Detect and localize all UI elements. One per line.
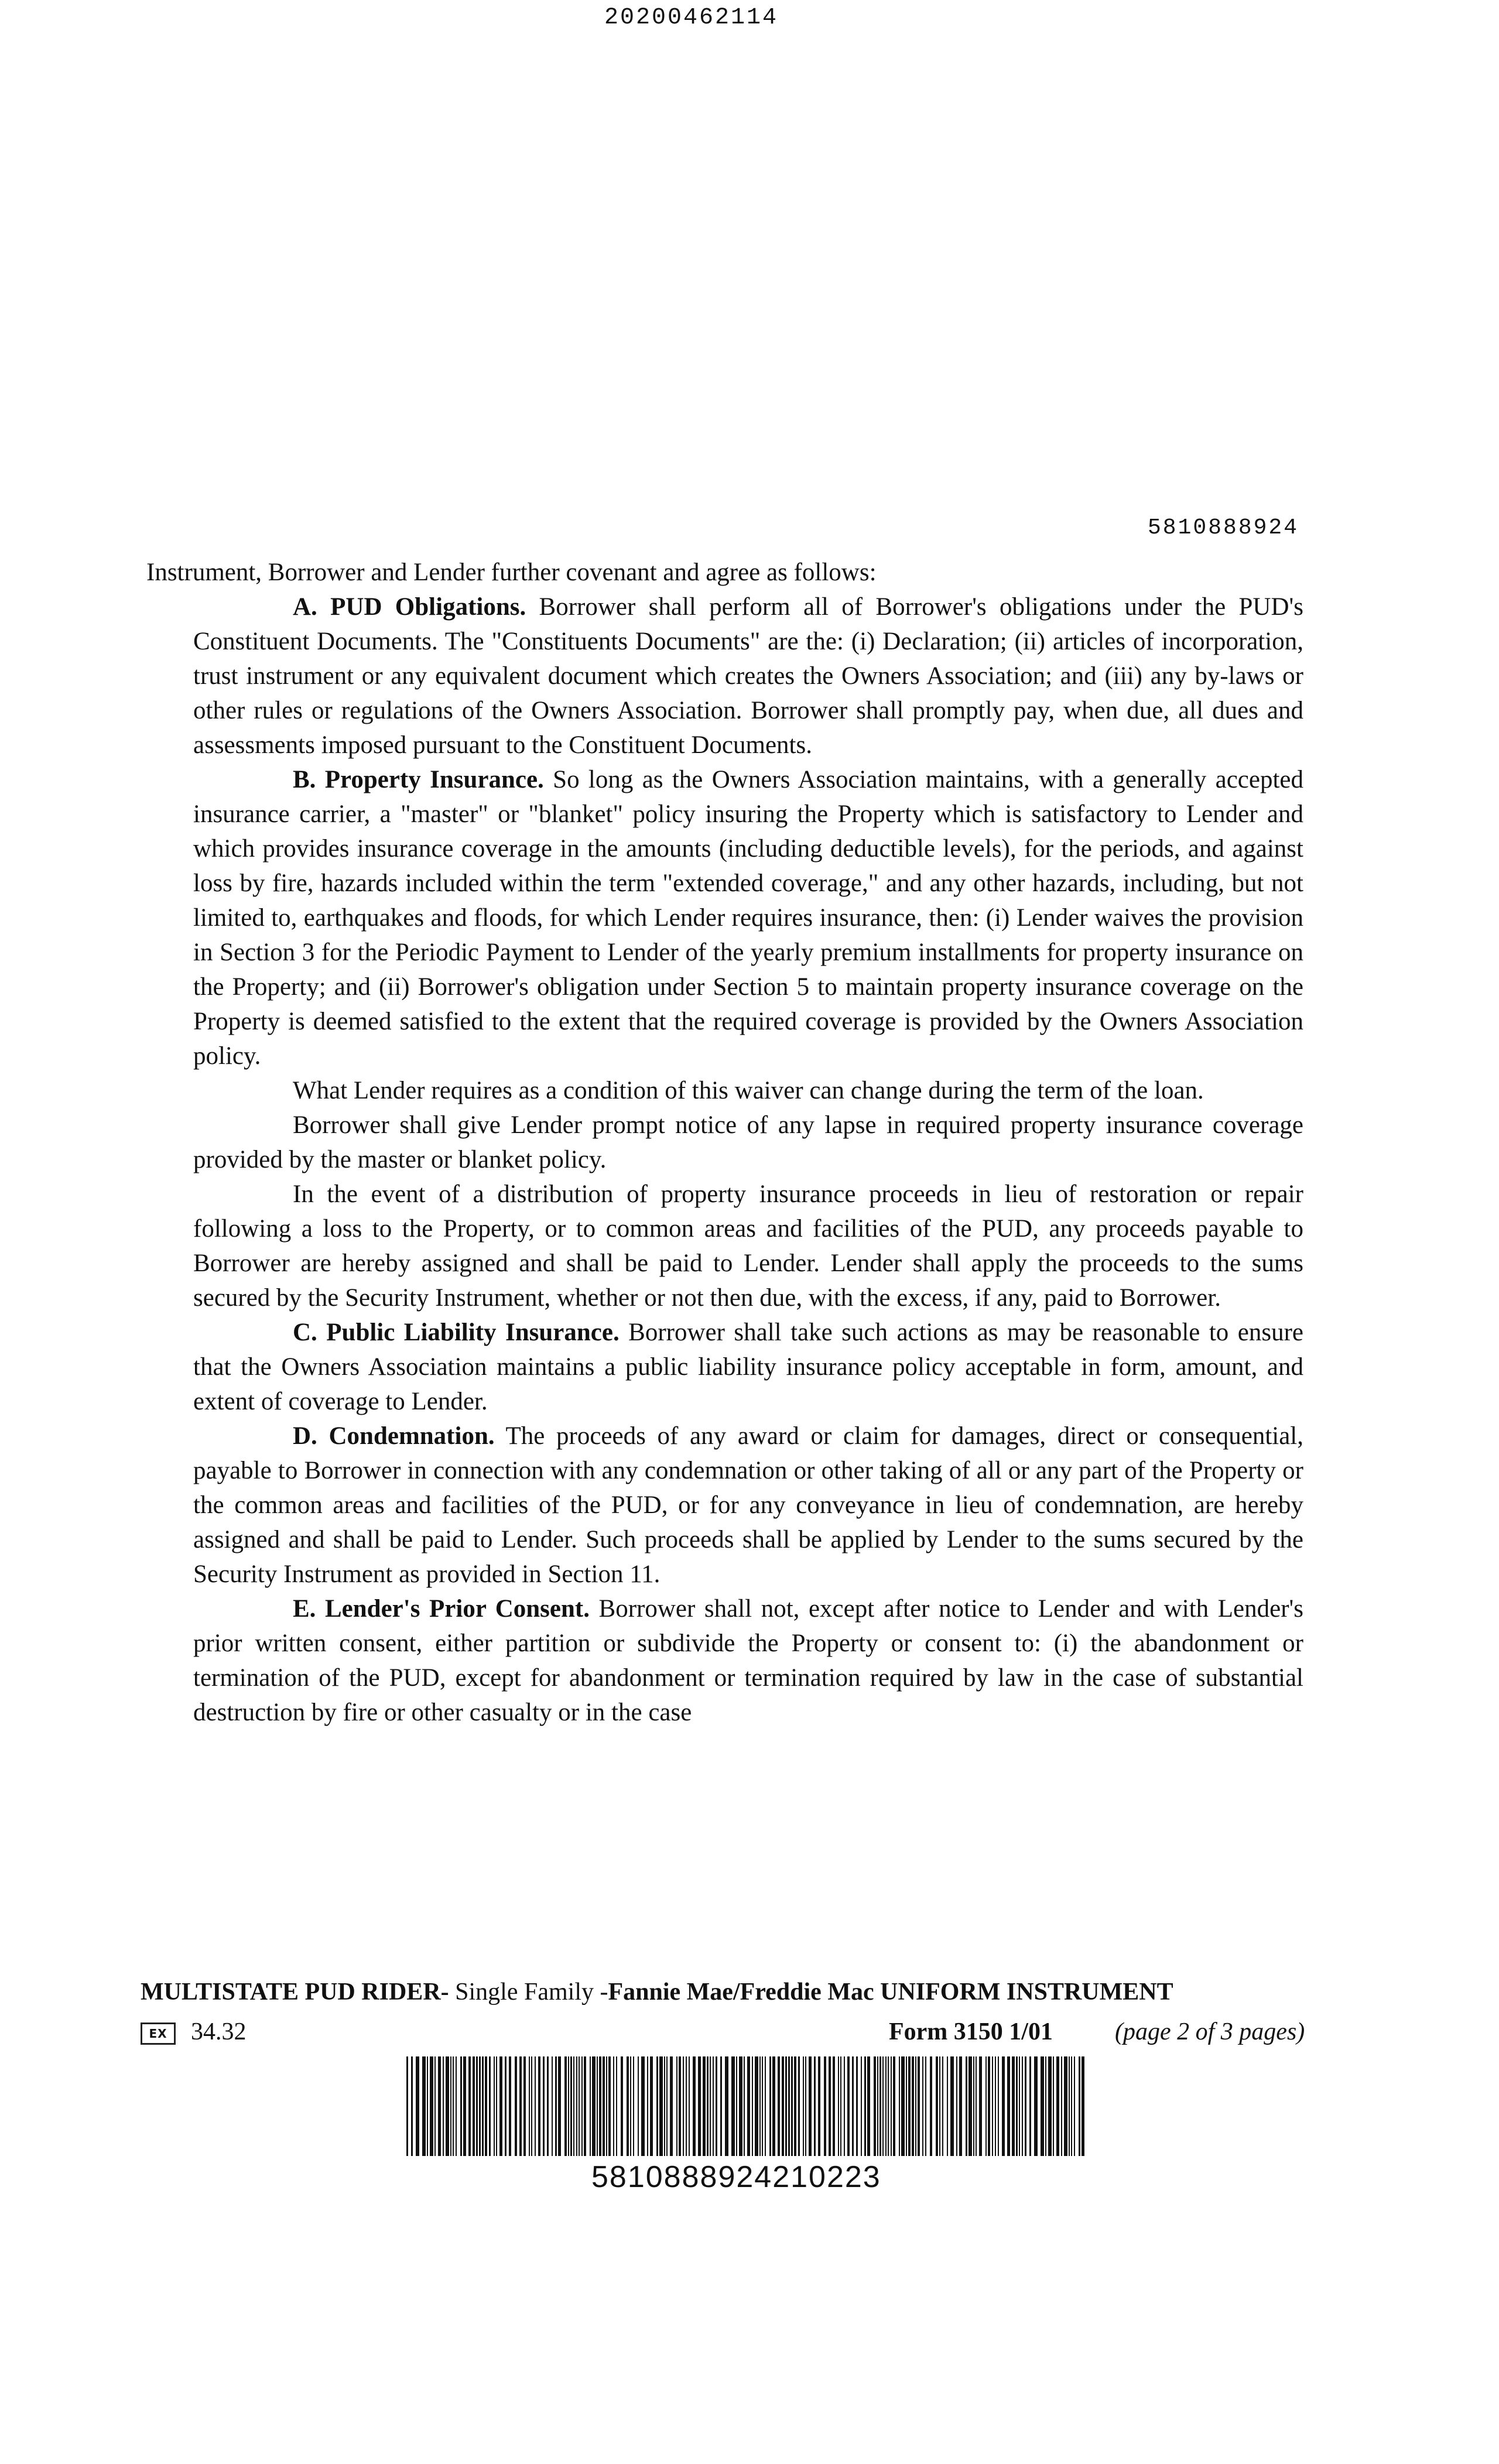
- barcode-bar: [901, 2056, 905, 2156]
- section-e-text: Borrower shall not, except after notice to Lender and with Lender's prior written consent, either partition or subdivide the Property or consent to: (i) the abandonment or termination of the PUD, except for abandonment or termination required by law in the case of substantial destruction by fire or other casualty or in the case: [193, 1595, 1303, 1726]
- barcode-bar: [597, 2056, 598, 2156]
- barcode-bar: [824, 2056, 826, 2156]
- section-b: [146, 762, 1303, 1073]
- barcode-bar: [710, 2056, 711, 2156]
- barcode-bar: [942, 2056, 943, 2156]
- barcode-bar: [509, 2056, 511, 2156]
- barcode-bar: [434, 2056, 436, 2156]
- loan-number: 5810888924: [1148, 515, 1299, 540]
- barcode-bar: [693, 2056, 696, 2156]
- barcode-bar: [1034, 2056, 1038, 2156]
- barcode-bar: [798, 2056, 800, 2156]
- barcode-bar: [555, 2056, 557, 2156]
- barcode-bar: [762, 2056, 763, 2156]
- barcode-bar: [956, 2056, 957, 2156]
- barcode-bar: [613, 2056, 614, 2156]
- barcode-bar: [818, 2056, 820, 2156]
- barcode-bar: [888, 2056, 889, 2156]
- barcode-bar: [985, 2056, 987, 2156]
- barcode-bar: [411, 2056, 413, 2156]
- barcode-bar: [1025, 2056, 1026, 2156]
- barcode-bar: [720, 2056, 722, 2156]
- barcode-bar: [456, 2056, 457, 2156]
- barcode-bar: [1079, 2056, 1080, 2156]
- barcode-bar: [973, 2056, 974, 2156]
- barcode-bar: [659, 2056, 663, 2156]
- barcode-bar: [772, 2056, 775, 2156]
- barcode-bar: [494, 2056, 495, 2156]
- section-b-heading: B. Property Insurance.: [293, 766, 544, 793]
- barcode-bar: [543, 2056, 545, 2156]
- barcode-bar: [482, 2056, 484, 2156]
- barcode-bar: [473, 2056, 475, 2156]
- barcode-bar: [874, 2056, 876, 2156]
- barcode-bar: [1048, 2056, 1052, 2156]
- recording-number: 20200462114: [604, 5, 779, 31]
- barcode-bar: [430, 2056, 433, 2156]
- barcode-bar: [976, 2056, 977, 2156]
- barcode-bar: [915, 2056, 916, 2156]
- barcode-bar: [584, 2056, 586, 2156]
- barcode-bar: [1016, 2056, 1018, 2156]
- barcode-bar: [1053, 2056, 1054, 2156]
- barcode-bar: [725, 2056, 728, 2156]
- barcode-bar: [519, 2056, 522, 2156]
- barcode-bar: [906, 2056, 907, 2156]
- barcode-bar: [995, 2056, 996, 2156]
- barcode-icon: [404, 2056, 1089, 2156]
- barcode-bar: [809, 2056, 812, 2156]
- barcode-bar: [852, 2056, 854, 2156]
- barcode-bar: [633, 2056, 634, 2156]
- section-c-text: Borrower shall take such actions as may be reasonable to ensure that the Owners Association maintains a public liability insurance policy acceptable in form, amount, and extent of coverage to Lender.: [193, 1319, 1303, 1415]
- barcode-bar: [1019, 2056, 1020, 2156]
- barcode-bar: [1012, 2056, 1015, 2156]
- section-b-paragraph-3: Borrower shall give Lender prompt notice of any lapse in required property insurance coverage provided by the master or blanket policy.: [193, 1111, 1303, 1173]
- barcode-bar: [739, 2056, 742, 2156]
- section-b-paragraph-2: What Lender requires as a condition of this waiver can change during the term of the loan.: [293, 1077, 1204, 1104]
- barcode-bar: [755, 2056, 758, 2156]
- barcode-bar: [606, 2056, 607, 2156]
- barcode-bar: [716, 2056, 717, 2156]
- footer-form-title: [141, 1978, 1312, 2006]
- barcode-bar: [468, 2056, 471, 2156]
- barcode-bar: [998, 2056, 999, 2156]
- barcode-bar: [861, 2056, 862, 2156]
- barcode-bar: [959, 2056, 962, 2156]
- barcode-bar: [1041, 2056, 1044, 2156]
- ex-logo-icon: EX: [141, 2022, 176, 2045]
- barcode-bar: [608, 2056, 611, 2156]
- barcode-bar: [864, 2056, 866, 2156]
- barcode-bar: [499, 2056, 502, 2156]
- barcode-bar: [1064, 2056, 1067, 2156]
- barcode-bar: [893, 2056, 895, 2156]
- barcode-bar: [453, 2056, 454, 2156]
- barcode-bar: [581, 2056, 583, 2156]
- barcode-bar: [885, 2056, 887, 2156]
- barcode-bar: [427, 2056, 428, 2156]
- barcode-bar: [535, 2056, 536, 2156]
- barcode-bar: [939, 2056, 940, 2156]
- barcode-bar: [1029, 2056, 1031, 2156]
- section-c: [146, 1315, 1303, 1419]
- barcode-bar: [664, 2056, 665, 2156]
- page-info: (page 2 of 3 pages): [1115, 2018, 1305, 2045]
- barcode-bar: [422, 2056, 426, 2156]
- section-e-heading: E. Lender's Prior Consent.: [293, 1595, 590, 1623]
- barcode-bar: [1007, 2056, 1010, 2156]
- barcode-bar: [747, 2056, 750, 2156]
- section-e: [146, 1592, 1303, 1730]
- barcode-bar: [731, 2056, 735, 2156]
- barcode-bar: [463, 2056, 466, 2156]
- section-a-text: Borrower shall perform all of Borrower's obligations under the PUD's Constituent Documents. The "Constituents Documents" are the: (i) Declaration; (ii) articles of incorporation, trust instrument or any equivalent document which creates the Owners Association; and (iii) any by-laws or other rules or regulations of the Owners Association. Borrower shall promptly pay, when due, all dues and assessments imposed pursuant to the Constituent Documents.: [193, 593, 1303, 759]
- barcode-bar: [1045, 2056, 1046, 2156]
- barcode-bar: [485, 2056, 487, 2156]
- barcode-bar: [666, 2056, 668, 2156]
- barcode-bar: [778, 2056, 780, 2156]
- barcode-bar: [979, 2056, 982, 2156]
- barcode-bar: [698, 2056, 701, 2156]
- barcode-bar: [570, 2056, 572, 2156]
- barcode-bar: [599, 2056, 601, 2156]
- barcode-bar: [538, 2056, 540, 2156]
- barcode-bar: [791, 2056, 793, 2156]
- barcode-bar: [844, 2056, 845, 2156]
- barcode-bar: [547, 2056, 549, 2156]
- barcode-bar: [879, 2056, 881, 2156]
- barcode-bar: [782, 2056, 784, 2156]
- barcode-bar: [689, 2056, 690, 2156]
- barcode-bar: [908, 2056, 911, 2156]
- barcode-bar: [450, 2056, 451, 2156]
- barcode-bar: [564, 2056, 567, 2156]
- barcode-bar: [558, 2056, 561, 2156]
- barcode-bar: [638, 2056, 639, 2156]
- barcode-bar: [676, 2056, 677, 2156]
- barcode-bar: [476, 2056, 478, 2156]
- barcode-bar: [1056, 2056, 1059, 2156]
- barcode-bar: [505, 2056, 506, 2156]
- barcode-bar: [785, 2056, 787, 2156]
- form-code: 34.32: [191, 2018, 247, 2045]
- barcode-bar: [788, 2056, 790, 2156]
- barcode-bar: [1002, 2056, 1005, 2156]
- barcode-bar: [579, 2056, 580, 2156]
- section-d-text: The proceeds of any award or claim for damages, direct or consequential, payable to Borrower in connection with any condemnation or other taking of all or any part of the Property or the common areas and facilities of the PUD, or for any conveyance in lieu of condemnation, are hereby assigned and shall be paid to Lender. Such proceeds shall be applied by Lender to the sums secured by the Security Instrument as provided in Section 11.: [193, 1422, 1304, 1588]
- barcode-bar: [630, 2056, 631, 2156]
- footer-title-part-3: Fannie Mae/Freddie Mac UNIFORM INSTRUMENT: [608, 1979, 1173, 2006]
- barcode-bar: [489, 2056, 491, 2156]
- barcode-bar: [840, 2056, 841, 2156]
- section-a-heading: A. PUD Obligations.: [293, 593, 526, 621]
- barcode-bar: [531, 2056, 532, 2156]
- barcode-bar: [891, 2056, 892, 2156]
- barcode-bar: [752, 2056, 753, 2156]
- barcode-bar: [899, 2056, 900, 2156]
- barcode-bar: [947, 2056, 948, 2156]
- barcode-bar: [882, 2056, 884, 2156]
- barcode-bar: [650, 2056, 653, 2156]
- barcode-bar: [515, 2056, 517, 2156]
- barcode-bar: [805, 2056, 806, 2156]
- barcode-bar: [814, 2056, 816, 2156]
- barcode-bar: [744, 2056, 745, 2156]
- barcode-bar: [552, 2056, 553, 2156]
- barcode-bar: [627, 2056, 629, 2156]
- barcode-bar: [479, 2056, 481, 2156]
- barcode-bar: [930, 2056, 932, 2156]
- barcode-bar: [641, 2056, 645, 2156]
- barcode-bar: [1022, 2056, 1023, 2156]
- barcode-bar: [686, 2056, 687, 2156]
- barcode-bar: [576, 2056, 577, 2156]
- barcode-bar: [1074, 2056, 1075, 2156]
- barcode-bar: [707, 2056, 709, 2156]
- barcode-bar: [847, 2056, 850, 2156]
- barcode-digits: 5810888924210223: [591, 2160, 881, 2194]
- barcode-bar: [616, 2056, 617, 2156]
- barcode-bar: [670, 2056, 673, 2156]
- section-c-heading: C. Public Liability Insurance.: [293, 1319, 620, 1346]
- barcode-bar: [573, 2056, 574, 2156]
- barcode-bar: [1061, 2056, 1062, 2156]
- barcode-bar: [922, 2056, 923, 2156]
- barcode-bar: [713, 2056, 714, 2156]
- barcode-bar: [592, 2056, 596, 2156]
- barcode-bar: [496, 2056, 497, 2156]
- barcode-bar: [856, 2056, 858, 2156]
- section-b-paragraph-4: In the event of a distribution of property insurance proceeds in lieu of restoration or repair following a loss to the Property, or to common areas and facilities of the PUD, any proceeds payable to Borrower are hereby assigned and shall be paid to Lender. Lender shall apply the proceeds to the sums secured by the Security Instrument, whether or not then due, with the excess, if any, paid to Borrower.: [193, 1180, 1303, 1312]
- barcode-bar: [936, 2056, 938, 2156]
- barcode-bar: [523, 2056, 526, 2156]
- barcode-bar: [460, 2056, 462, 2156]
- barcode-bar: [443, 2056, 444, 2156]
- rider-body: [146, 555, 1303, 1730]
- barcode-bar: [590, 2056, 591, 2156]
- barcode-bar: [683, 2056, 684, 2156]
- barcode-bar: [406, 2056, 408, 2156]
- barcode-bar: [918, 2056, 920, 2156]
- footer-form-code-row: [141, 2018, 1341, 2046]
- barcode-bar: [992, 2056, 993, 2156]
- barcode-bar: [568, 2056, 569, 2156]
- intro-line: Instrument, Borrower and Lender further covenant and agree as follows:: [146, 559, 877, 586]
- barcode-bar: [912, 2056, 914, 2156]
- barcode-bar: [446, 2056, 449, 2156]
- barcode-bar: [529, 2056, 530, 2156]
- barcode-bar: [966, 2056, 967, 2156]
- section-a: [146, 590, 1303, 762]
- form-number: Form 3150 1/01: [889, 2018, 1053, 2045]
- barcode-bar: [438, 2056, 441, 2156]
- barcode-bar: [759, 2056, 761, 2156]
- barcode-bar: [647, 2056, 648, 2156]
- barcode-bar: [736, 2056, 737, 2156]
- barcode-bar: [925, 2056, 926, 2156]
- barcode-bar: [877, 2056, 878, 2156]
- barcode-bar: [950, 2056, 954, 2156]
- footer-title-part-2: Single Family -: [449, 1979, 608, 2006]
- barcode-bar: [1082, 2056, 1084, 2156]
- barcode-bar: [829, 2056, 831, 2156]
- barcode-bar: [769, 2056, 771, 2156]
- barcode-bar: [765, 2056, 766, 2156]
- barcode-bar: [656, 2056, 658, 2156]
- barcode-bar: [838, 2056, 839, 2156]
- barcode-bar: [803, 2056, 804, 2156]
- barcode-bar: [968, 2056, 972, 2156]
- barcode-bar: [416, 2056, 419, 2156]
- barcode-bar: [621, 2056, 623, 2156]
- section-d: [146, 1419, 1303, 1592]
- barcode-bar: [867, 2056, 870, 2156]
- section-b-text: So long as the Owners Association maintains, with a generally accepted insurance carrier, a "master" or "blanket" policy insuring the Property which is satisfactory to Lender and which provides insurance coverage in the amounts (including deductible levels), for the periods, and against loss by fire, hazards included within the term "extended coverage," and any other hazards, including, but not limited to, earthquakes and floods, for which Lender requires insurance, then: (i) Lender waives the provision in Section 3 for the Periodic Payment to Lender of the yearly premium installments for property insurance on the Property; and (ii) Borrower's obligation under Section 5 to maintain property insurance coverage on the Property is deemed satisfied to the extent that the required coverage is provided by the Owners Association policy.: [193, 766, 1303, 1070]
- barcode-bar: [1069, 2056, 1070, 2156]
- barcode-bar: [603, 2056, 605, 2156]
- barcode-bar: [703, 2056, 706, 2156]
- barcode-bar: [794, 2056, 796, 2156]
- footer-title-part-1: MULTISTATE PUD RIDER-: [141, 1979, 449, 2006]
- section-d-heading: D. Condemnation.: [293, 1422, 495, 1450]
- barcode-bar: [988, 2056, 990, 2156]
- barcode-bar: [1071, 2056, 1072, 2156]
- barcode-bar: [833, 2056, 835, 2156]
- barcode-bar: [679, 2056, 681, 2156]
